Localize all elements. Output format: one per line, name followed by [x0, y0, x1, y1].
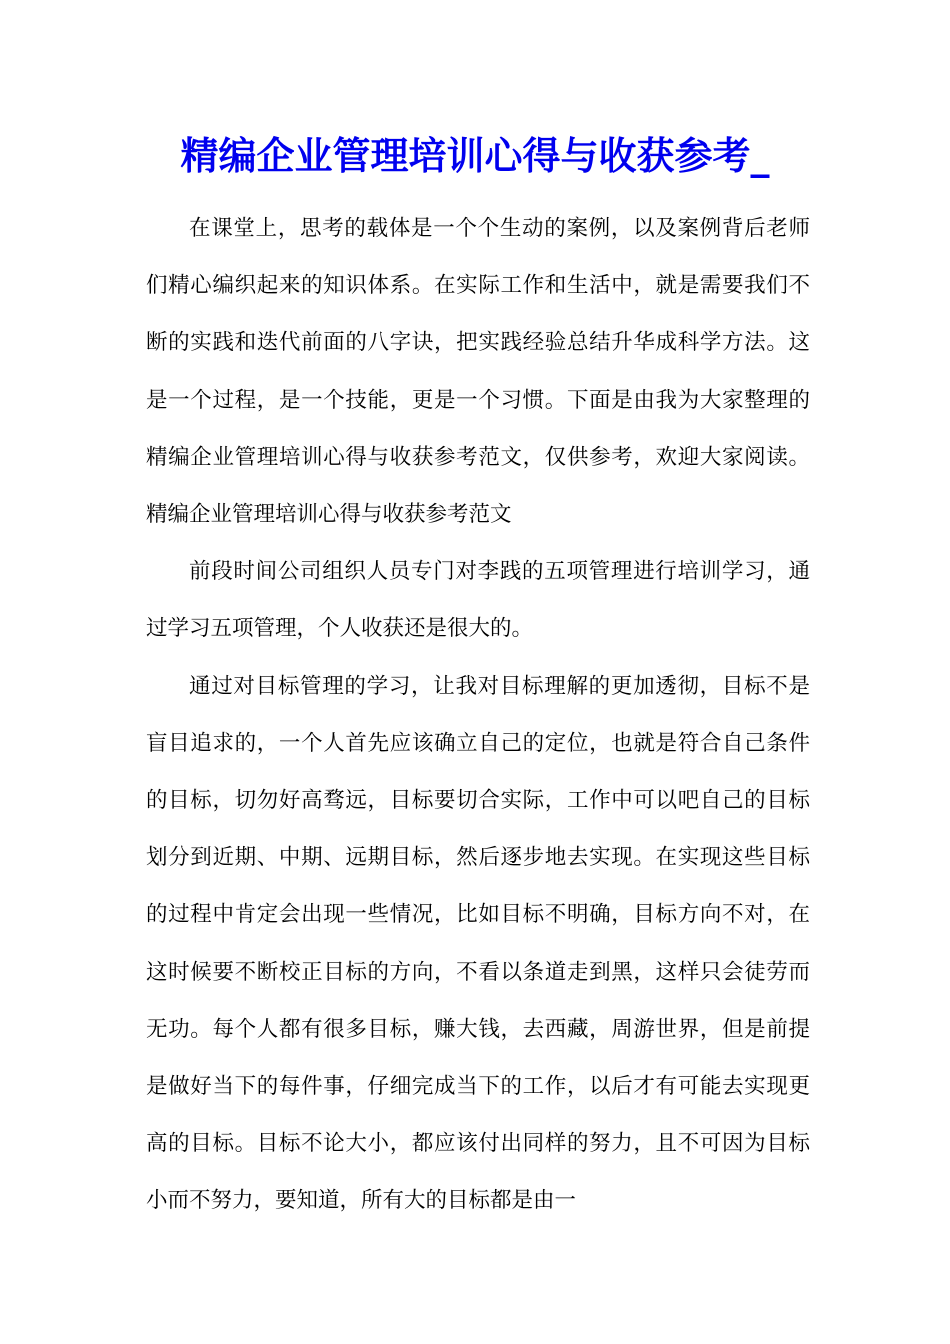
document-title: 精编企业管理培训心得与收获参考_ [180, 133, 770, 178]
paragraph-training: 前段时间公司组织人员专门对李践的五项管理进行培训学习，通过学习五项管理，个人收获还是很大的。 [146, 559, 810, 642]
paragraph-intro: 在课堂上，思考的载体是一个个生动的案例，以及案例背后老师们精心编织起来的知识体系。在实际工作和生活中，就是需要我们不断的实践和迭代前面的八字诀，把实践经验总结升华成科学方法。这是一个过程，是一个技能，更是一个习惯。下面是由我为大家整理的精编企业管理培训心得与收获参考范文，仅供参考，欢迎大家阅读。精编企业管理培训心得与收获参考范文 [146, 216, 810, 528]
document-body [146, 200, 810, 1230]
paragraph-goal-management: 通过对目标管理的学习，让我对目标理解的更加透彻，目标不是盲目追求的，一个人首先应该确立自己的定位，也就是符合自己条件的目标，切勿好高骛远，目标要切合实际，工作中可以吧自己的目标划分到近期、中期、远期目标，然后逐步地去实现。在实现这些目标的过程中肯定会出现一些情况，比如目标不明确，目标方向不对，在这时候要不断校正目标的方向，不看以条道走到黑，这样只会徒劳而无功。每个人都有很多目标，赚大钱，去西藏，周游世界，但是前提是做好当下的每件事，仔细完成当下的工作，以后才有可能去实现更高的目标。目标不论大小，都应该付出同样的努力，且不可因为目标小而不努力，要知道，所有大的目标都是由一 [146, 673, 810, 1214]
